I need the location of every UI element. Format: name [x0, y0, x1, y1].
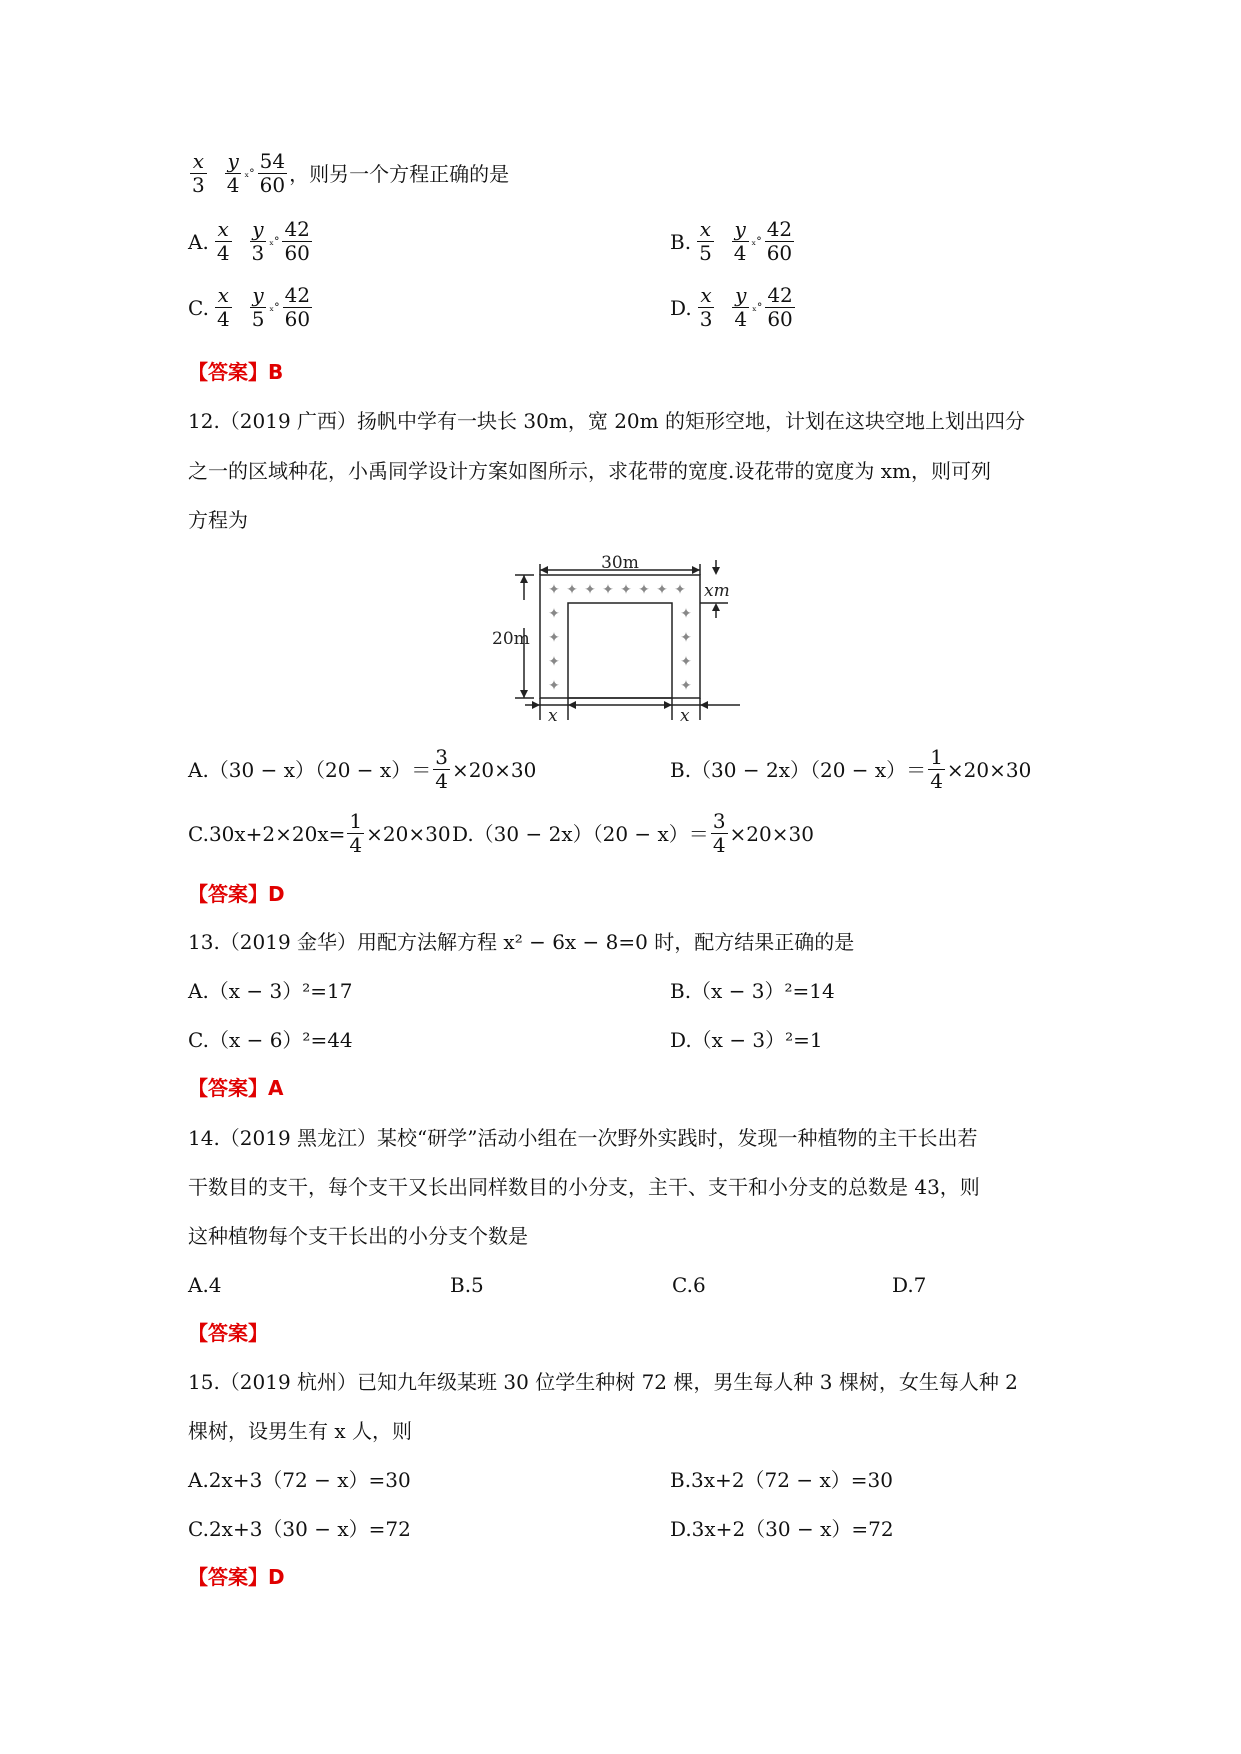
- fig-bottom-left-label: x: [548, 706, 558, 725]
- q12-answer: 【答案】D: [188, 882, 285, 906]
- svg-text:✦: ✦: [656, 582, 668, 598]
- svg-text:✦: ✦: [680, 654, 692, 670]
- q12-option-d: D.（30 − 2x）（20 − x）＝ $\frac{3}{4}$ ×20×30: [452, 809, 814, 857]
- fig-left-label: 20m: [492, 629, 530, 649]
- q12-stem-line2: 之一的区域种花，小禹同学设计方案如图所示，求花带的宽度.设花带的宽度为 xm，则可列: [188, 459, 991, 483]
- fraction: $\frac{y}{4}$: [226, 149, 240, 197]
- q14-option-a: A.4: [188, 1273, 222, 1297]
- svg-text:✦: ✦: [548, 654, 560, 670]
- q14-stem-line1: 14.（2019 黑龙江）某校“研学”活动小组在一次野外实践时，发现一种植物的主干长出若: [188, 1126, 978, 1150]
- q13-option-d: D.（x − 3）²=1: [670, 1028, 823, 1052]
- q15-option-c: C.2x+3（30 − x）=72: [188, 1517, 411, 1541]
- q12-stem-line3: 方程为: [188, 508, 248, 532]
- q11-answer: 【答案】B: [188, 360, 284, 384]
- q11-option-b: B. $\frac{x}{5}$ $\frac{y}{4}$ ₓ° $\frac{42}{60}$: [670, 217, 793, 265]
- q12-option-c: C.30x+2×20x= $\frac{1}{4}$ ×20×30: [188, 809, 451, 857]
- svg-text:✦: ✦: [584, 582, 596, 598]
- q15-stem-line2: 棵树，设男生有 x 人，则: [188, 1419, 412, 1443]
- q15-stem-line1: 15.（2019 杭州）已知九年级某班 30 位学生种树 72 棵，男生每人种 3 棵树，女生每人种 2: [188, 1370, 1018, 1394]
- svg-text:✦: ✦: [620, 582, 632, 598]
- q15-option-a: A.2x+3（72 − x）=30: [188, 1468, 411, 1492]
- fig-bottom-right-label: x: [680, 706, 690, 725]
- q15-answer: 【答案】D: [188, 1565, 285, 1589]
- q15-option-b: B.3x+2（72 − x）=30: [670, 1468, 893, 1492]
- q12-garden-figure: [490, 550, 750, 725]
- svg-text:✦: ✦: [680, 678, 692, 694]
- q14-answer: 【答案】: [188, 1321, 268, 1345]
- q13-answer: 【答案】A: [188, 1076, 284, 1100]
- q13-option-c: C.（x − 6）²=44: [188, 1028, 353, 1052]
- operator-symbol: ₓ°: [244, 167, 255, 180]
- q13-option-b: B.（x − 3）²=14: [670, 979, 835, 1003]
- q15-option-d: D.3x+2（30 − x）=72: [670, 1517, 894, 1541]
- svg-text:✦: ✦: [566, 582, 578, 598]
- svg-text:✦: ✦: [548, 582, 560, 598]
- q13-stem: 13.（2019 金华）用配方法解方程 x² − 6x − 8=0 时，配方结果正确的是: [188, 930, 855, 954]
- svg-text:✦: ✦: [680, 630, 692, 646]
- q11-option-a: A. $\frac{x}{4}$ $\frac{y}{3}$ ₓ° $\frac{42}{60}$: [188, 217, 310, 265]
- svg-text:✦: ✦: [674, 582, 686, 598]
- q11-stem-tail: ，则另一个方程正确的是: [289, 161, 510, 186]
- q11-option-c: C. $\frac{x}{4}$ $\frac{y}{5}$ ₓ° $\frac{42}{60}$: [188, 283, 311, 331]
- q11-given-equation: [188, 150, 509, 197]
- fraction: $\frac{x}{3}$: [192, 149, 205, 197]
- fig-right-label: xm: [704, 581, 730, 601]
- svg-text:✦: ✦: [548, 630, 560, 646]
- q14-option-c: C.6: [672, 1273, 706, 1297]
- q13-option-a: A.（x − 3）²=17: [188, 979, 353, 1003]
- q12-option-a: A.（30 − x）（20 − x）＝ $\frac{3}{4}$ ×20×30: [188, 745, 537, 793]
- q14-stem-line2: 干数目的支干，每个支干又长出同样数目的小分支，主干、支干和小分支的总数是 43，则: [188, 1175, 980, 1199]
- svg-text:✦: ✦: [548, 678, 560, 694]
- fig-top-label: 30m: [601, 553, 639, 573]
- svg-text:✦: ✦: [548, 606, 560, 622]
- q14-option-d: D.7: [892, 1273, 927, 1297]
- q14-option-b: B.5: [450, 1273, 484, 1297]
- fraction: $\frac{54}{60}$: [259, 149, 286, 197]
- svg-text:✦: ✦: [680, 606, 692, 622]
- svg-text:✦: ✦: [638, 582, 650, 598]
- q14-stem-line3: 这种植物每个支干长出的小分支个数是: [188, 1224, 528, 1248]
- q12-stem-line1: 12.（2019 广西）扬帆中学有一块长 30m，宽 20m 的矩形空地，计划在这块空地上划出四分: [188, 409, 1025, 433]
- svg-text:✦: ✦: [602, 582, 614, 598]
- q11-option-d: D. $\frac{x}{3}$ $\frac{y}{4}$ ₓ° $\frac{42}{60}$: [670, 283, 793, 331]
- q12-option-b: B.（30 − 2x）（20 − x）＝ $\frac{1}{4}$ ×20×30: [670, 745, 1032, 793]
